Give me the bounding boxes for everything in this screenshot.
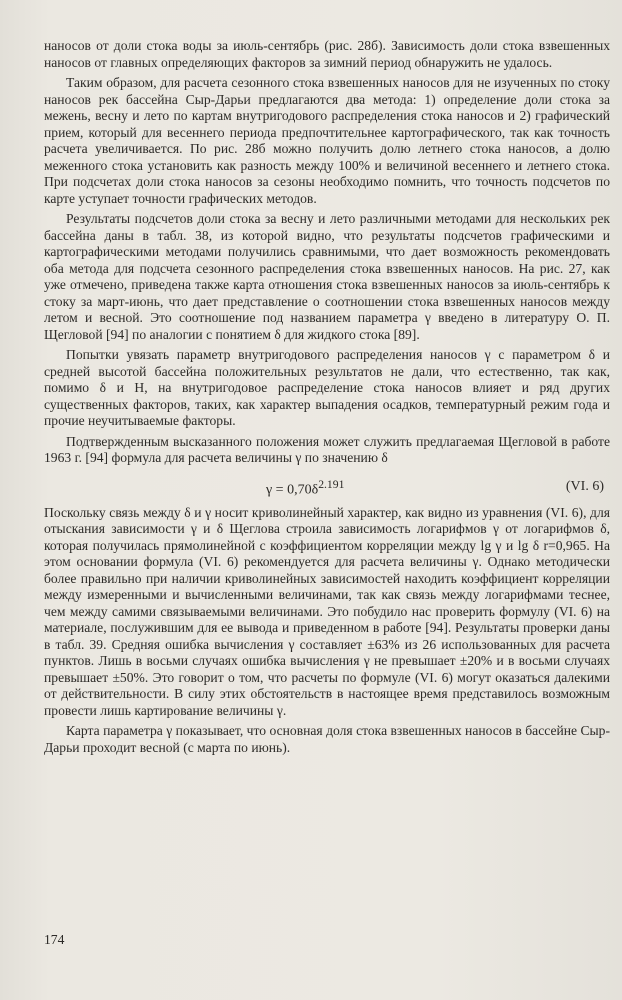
formula — [266, 477, 344, 499]
paragraph-4: Попытки увязать параметр внутригодового распределения наносов γ с параметром δ и средней высотой бассейна положительных результатов не дали, что естественно, так как, помимо δ и H, на внутригодовое распределение стока наносов влияет и ряд других существенных факторов, таких, как характер выпадения осадков, температурный режим года и прочие неучитываемые факторы. — [44, 347, 610, 428]
page-number: 174 — [44, 932, 65, 947]
paragraph-1: наносов от доли стока воды за июль-сентябрь (рис. 28б). Зависимость доли стока взвешенных наносов от главных определяющих факторов за зимний период обнаружить не удалось. — [44, 38, 610, 70]
paragraph-7: Карта параметра γ показывает, что основная доля стока взвешенных наносов в бассейне Сыр-Дарьи проходит весной (с марта по июнь). — [44, 723, 610, 755]
paragraph-6: Поскольку связь между δ и γ носит криволинейный характер, как видно из уравнения (VI. 6), для отыскания зависимости γ и δ Щеглова строила зависимость логарифмов γ от логарифмов δ, которая получилась прямолинейной с коэффициентом корреляции между lg γ и lg δ r=0,965. На этом основании формула (VI. 6) рекомендуется для расчета величины γ. Однако методически более правильно при наличии криволинейных зависимостей находить коэффициент корреляции между измеренными и вычисленными величинами, так как связь между логарифмами теснее, чем между самими связываемыми величинами. Это побудило нас проверить формулу (VI. 6) на материале, послужившим для ее вывода и приведенном в работе [94]. Результаты проверки даны в табл. 39. Средняя ошибка вычисления γ составляет ±63% из 26 использованных для расчета пунктов. Лишь в восьми случаях ошибка вычисления γ не превышает ±20% и в восьми случаях превышает ±50%. Это говорит о том, что расчеты по формуле (VI. 6) могут оказаться далекими от действительности. В силу этих обстоятельств в настоящее время представилось возможным провести лишь картирование величины γ. — [44, 504, 610, 718]
main-text — [44, 38, 610, 760]
formula-exponent: 2.191 — [318, 477, 345, 491]
formula-line — [44, 473, 610, 501]
paragraph-3: Результаты подсчетов доли стока за весну и лето различными методами для нескольких рек бассейна даны в табл. 38, из которой видно, что результаты подсчетов графическими и картографическими методами получились сравнимыми, что дает возможность рекомендовать оба метода для подсчета сезонного распределения стока взвешенных наносов. На рис. 27, как уже отмечено, приведена также карта отношения стока взвешенных наносов за июль-сентябрь к стоку за март-июнь, что дает представление о соотношении стока взвешенных наносов между летом и весной. Это соотношение под названием параметра γ введено в литературу О. П. Щегловой [94] по аналогии с понятием δ для жидкого стока [89]. — [44, 211, 610, 342]
formula-main: γ = 0,70δ — [266, 482, 319, 498]
paragraph-2: Таким образом, для расчета сезонного стока взвешенных наносов для не изученных по стоку наносов рек бассейна Сыр-Дарьи предлагаются два метода: 1) определение доли стока за межень, весну и лето по картам внутригодового распределения стока наносов и 2) графический прием, который для весеннего периода предпочтительнее картографического, так как точность расчета увеличивается. По рис. 28б можно получить долю летнего стока наносов, а долю меженного стока установить как разность между 100% и величиной весеннего и летнего стока. При подсчетах доли стока наносов за сезоны необходимо помнить, что точность подсчетов по карте уступает точности графических методов. — [44, 75, 610, 206]
paragraph-5: Подтвержденным высказанного положения может служить предлагаемая Щегловой в работе 1963 г. [94] формула для расчета величины γ по значению δ — [44, 433, 610, 465]
formula-number: (VI. 6) — [565, 478, 604, 494]
